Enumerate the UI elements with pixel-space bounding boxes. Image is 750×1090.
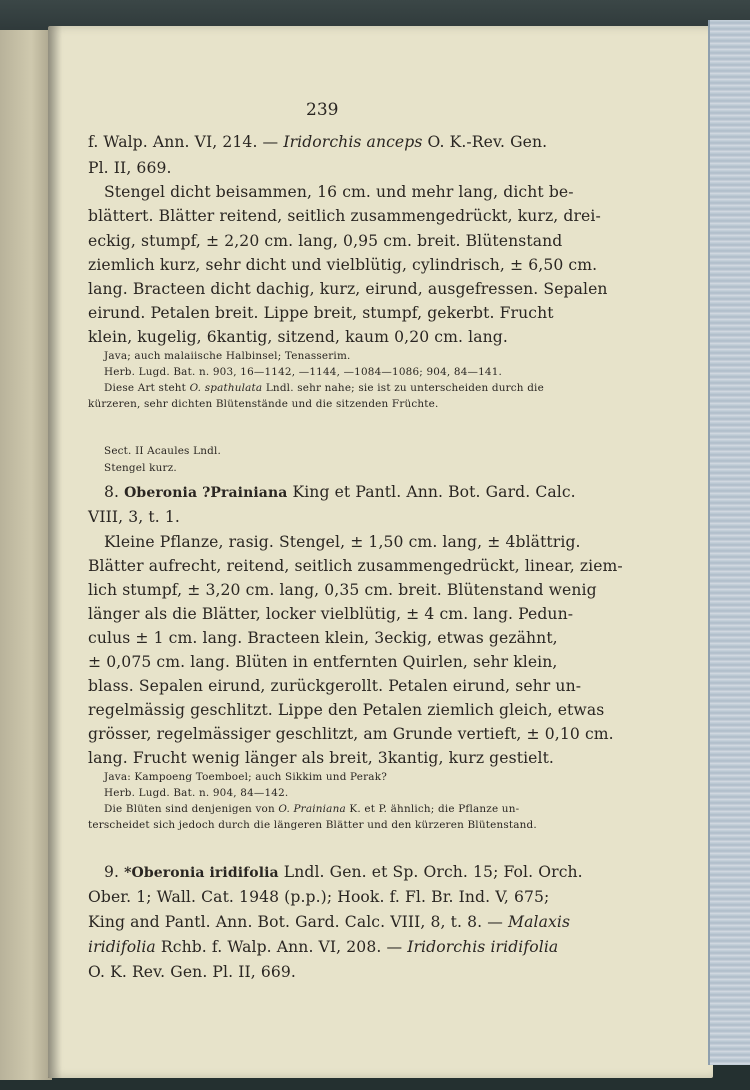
ref-line-1-a: f. Walp. Ann. VI, 214. — [88,133,284,151]
species9-ref-4 [88,938,558,956]
species9-ref-3-a: King and Pantl. Ann. Bot. Gard. Calc. VIII, 8, t. 8. — [88,913,509,931]
desc8-line-9: lang. Frucht wenig länger als breit, 3kantig, kurz gestielt. [88,749,554,767]
section-subheading: Stengel kurz. [104,462,177,474]
desc8-line-1: Blätter aufrecht, reitend, seitlich zusammengedrückt, linear, ziem- [88,557,623,575]
species9-ref-4-italic-c: Iridorchis iridifolia [407,938,559,956]
left-page-edge [0,30,52,1080]
note8-line-4: terscheidet sich jedoch durch die längeren Blätter und den kürzeren Blütenstand. [88,819,537,831]
note1-line-4: kürzeren, sehr dichten Blütenstände und die sitzenden Früchte. [88,398,439,410]
desc8-line-5: ± 0,075 cm. lang. Blüten in entfernten Quirlen, sehr klein, [88,653,558,671]
ref-line-1 [88,133,547,151]
species8-heading [104,483,576,501]
desc1-line-2: eckig, stumpf, ± 2,20 cm. lang, 0,95 cm. breit. Blütenstand [88,232,563,250]
note1-line-1: Java; auch malaiische Halbinsel; Tenasserim. [104,350,351,362]
desc8-line-6: blass. Sepalen eirund, zurückgerollt. Petalen eirund, sehr un- [88,677,582,695]
species8-ref-2: VIII, 3, t. 1. [88,508,180,526]
gutter-shadow [48,26,62,1078]
note1-line-2: Herb. Lugd. Bat. n. 903, 16—1142, —1144, —1084—1086; 904, 84—141. [104,366,503,378]
page-stack-edge [708,20,750,1065]
desc8-line-0: Kleine Pflanze, rasig. Stengel, ± 1,50 cm. lang, ± 4blättrig. [104,533,581,551]
note8-line-3-a: Die Blüten sind denjenigen von [104,803,279,815]
species9-ref-3 [88,913,570,931]
species9-ref-3-italic: Malaxis [508,913,571,931]
species9-ref-1: Lndl. Gen. et Sp. Orch. 15; Fol. Orch. [278,863,583,881]
note1-line-3-c: Lndl. sehr nahe; sie ist zu unterscheiden durch die [262,382,544,394]
note1-line-3-a: Diese Art steht [104,382,190,394]
desc1-line-0: Stengel dicht beisammen, 16 cm. und mehr lang, dicht be- [104,183,574,201]
note8-line-3 [104,803,519,815]
species8-number: 8. [104,483,125,501]
note8-line-1: Java: Kampoeng Toemboel; auch Sikkim und Perak? [104,771,387,783]
desc1-line-3: ziemlich kurz, sehr dicht und vielblütig, cylindrisch, ± 6,50 cm. [88,256,598,274]
species9-heading [104,863,583,881]
desc8-line-2: lich stumpf, ± 3,20 cm. lang, 0,35 cm. breit. Blütenstand wenig [88,581,597,599]
note1-line-3 [104,382,544,394]
species8-name: Oberonia ?Prainiana [124,485,288,501]
desc8-line-7: regelmässig geschlitzt. Lippe den Petalen ziemlich gleich, etwas [88,701,605,719]
note8-line-3-c: K. et P. ähnlich; die Pflanze un- [345,803,520,815]
ref-line-1-italic: Iridorchis anceps [283,133,423,151]
section-heading: Sect. II Acaules Lndl. [104,445,221,457]
page-number: 239 [306,100,339,120]
species9-number: 9. [104,863,125,881]
species9-ref-5: O. K. Rev. Gen. Pl. II, 669. [88,963,296,981]
desc8-line-4: culus ± 1 cm. lang. Bracteen klein, 3eckig, etwas gezähnt, [88,629,558,647]
ref-line-2: Pl. II, 669. [88,159,172,177]
note8-line-3-italic: O. Prainiana [278,803,346,815]
ref-line-1-c: O. K.-Rev. Gen. [422,133,548,151]
desc1-line-4: lang. Bracteen dicht dachig, kurz, eirund, ausgefressen. Sepalen [88,280,608,298]
desc1-line-5: eirund. Petalen breit. Lippe breit, stumpf, gekerbt. Frucht [88,304,554,322]
desc1-line-1: blättert. Blätter reitend, seitlich zusammengedrückt, kurz, drei- [88,207,601,225]
species9-ref-2: Ober. 1; Wall. Cat. 1948 (p.p.); Hook. f. Fl. Br. Ind. V, 675; [88,888,550,906]
species9-ref-4-b: Rchb. f. Walp. Ann. VI, 208. — [155,938,408,956]
species9-ref-4-italic-a: iridifolia [88,938,156,956]
desc8-line-8: grösser, regelmässiger geschlitzt, am Grunde vertieft, ± 0,10 cm. [88,725,614,743]
note8-line-2: Herb. Lugd. Bat. n. 904, 84—142. [104,787,289,799]
species9-name: *Oberonia iridifolia [124,865,279,881]
desc8-line-3: länger als die Blätter, locker vielblütig, ± 4 cm. lang. Pedun- [88,605,574,623]
desc1-line-6: klein, kugelig, 6kantig, sitzend, kaum 0,20 cm. lang. [88,328,508,346]
species8-ref: King et Pantl. Ann. Bot. Gard. Calc. [287,483,576,501]
note1-line-3-italic: O. spathulata [189,382,263,394]
